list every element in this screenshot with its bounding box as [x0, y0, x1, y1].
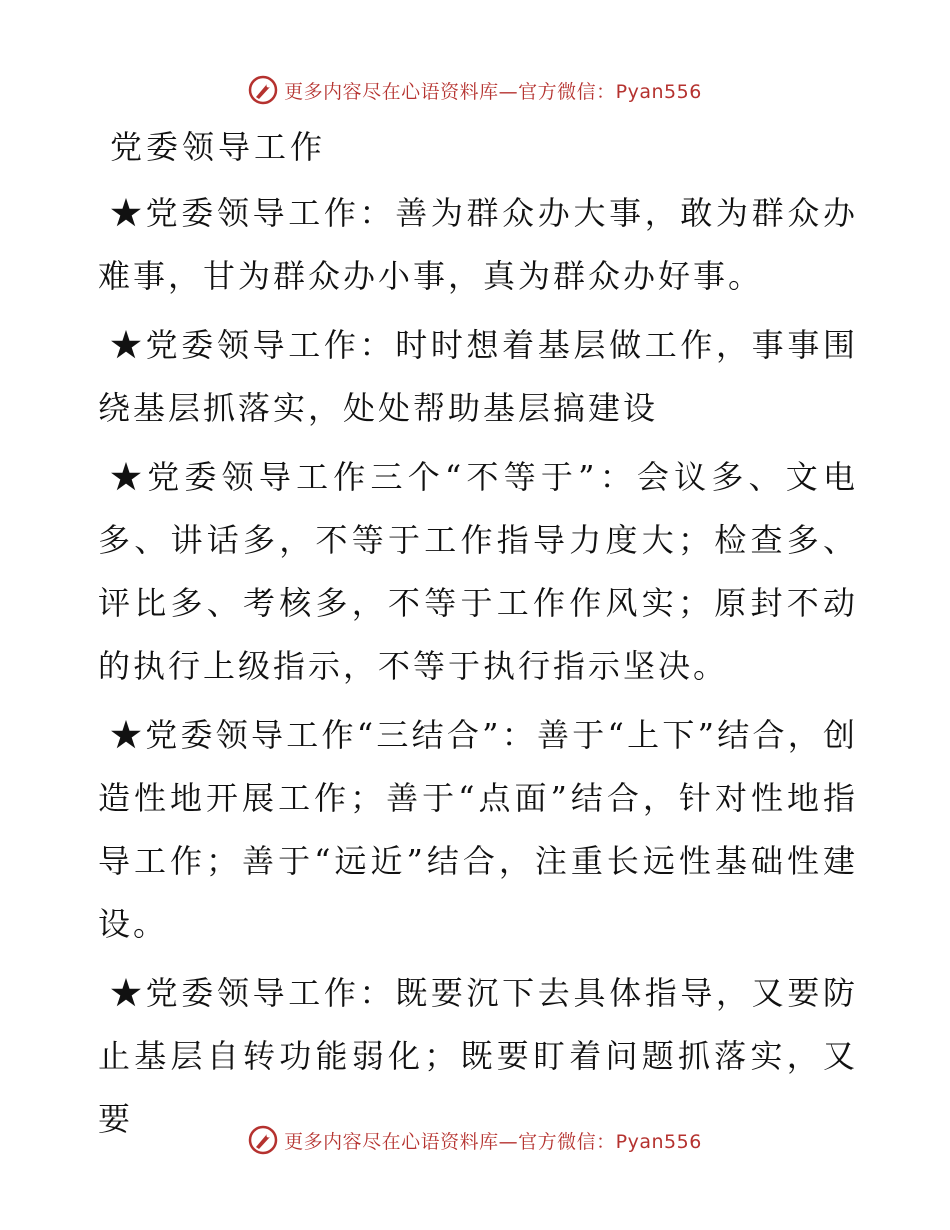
paragraph-1: ★党委领导工作：善为群众办大事，敢为群众办难事，甘为群众办小事，真为群众办好事。: [98, 194, 858, 295]
paragraph-2: ★党委领导工作：时时想着基层做工作，事事围绕基层抓落实，处处帮助基层搞建设: [98, 326, 858, 427]
pen-nib-icon: [248, 1125, 278, 1155]
footer-watermark: [0, 1120, 950, 1160]
watermark-text: 更多内容尽在心语资料库—官方微信：Pyan556: [284, 80, 702, 103]
header-watermark: [0, 70, 950, 110]
pen-nib-icon: [248, 75, 278, 105]
document-title: 党委领导工作: [110, 128, 327, 166]
paragraph-4: ★党委领导工作“三结合”：善于“上下”结合，创造性地开展工作；善于“点面”结合，针对性地指导工作；善于“远近”结合，注重长远性基础性建设。: [98, 716, 858, 943]
paragraph-5: ★党委领导工作：既要沉下去具体指导，又要防止基层自转功能弱化；既要盯着问题抓落实，又要: [98, 974, 858, 1138]
watermark-text: 更多内容尽在心语资料库—官方微信：Pyan556: [284, 1130, 702, 1153]
document-body: [98, 118, 858, 1157]
paragraph-3: ★党委领导工作三个“不等于”：会议多、文电多、讲话多，不等于工作指导力度大；检查多、评比多、考核多，不等于工作作风实；原封不动的执行上级指示，不等于执行指示坚决。: [98, 458, 858, 685]
